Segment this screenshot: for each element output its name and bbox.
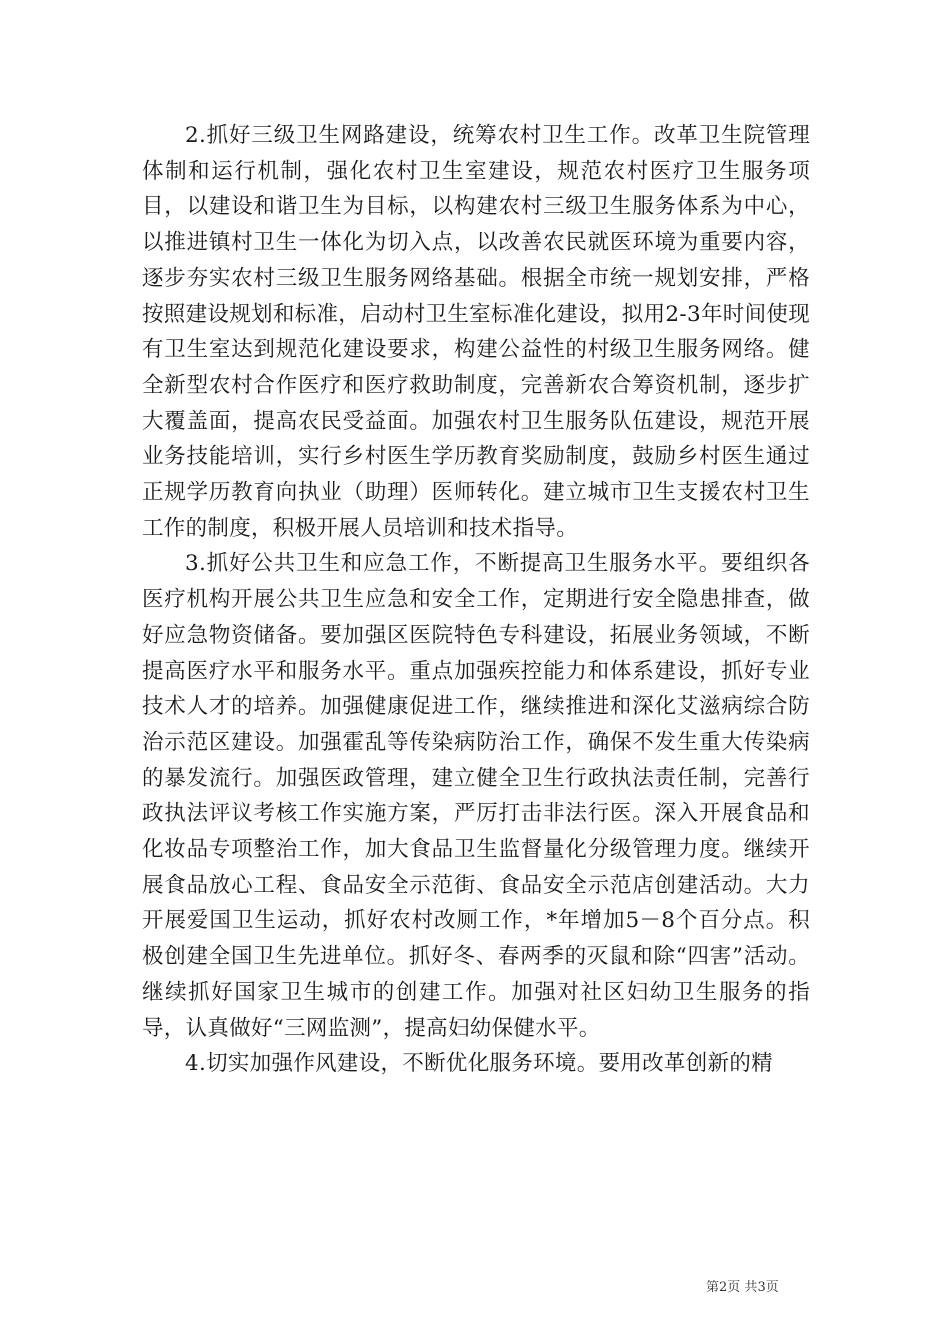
paragraph-item-4: 4.切实加强作风建设，不断优化服务环境。要用改革创新的精 <box>185 1051 773 1077</box>
document-body <box>142 118 810 1082</box>
footer-prefix: 第 <box>706 1280 720 1295</box>
footer-suffix: 页 <box>765 1280 779 1295</box>
paragraph-item-3: 3.抓好公共卫生和应急工作，不断提高卫生服务水平。要组织各医疗机构开展公共卫生应急和安全工作，定期进行安全隐患排查，做好应急物资储备。要加强区医院特色专科建设，拓展业务领域，不断提高医疗水平和服务水平。重点加强疾控能力和体系建设，抓好专业技术人才的培养。加强健康促进工作，继续推进和深化艾滋病综合防治示范区建设。加强霍乱等传染病防治工作，确保不发生重大传染病的暴发流行。加强医政管理，建立健全卫生行政执法责任制，完善行政执法评议考核工作实施方案，严厉打击非法行医。深入开展食品和化妆品专项整治工作，加大食品卫生监督量化分级管理力度。继续开展食品放心工程、食品安全示范街、食品安全示范店创建活动。大力开展爱国卫生运动，抓好农村改厕工作，*年增加5－8个百分点。积极创建全国卫生先进单位。抓好冬、春两季的灭鼠和除“四害”活动。继续抓好国家卫生城市的创建工作。加强对社区妇幼卫生服务的指导，认真做好“三网监测”，提高妇幼保健水平。 <box>142 551 810 1041</box>
footer-middle: 页 共 <box>727 1280 758 1295</box>
footer-current-page: 2 <box>719 1280 728 1295</box>
page-number-footer <box>706 1276 779 1295</box>
footer-total-pages: 3 <box>757 1280 766 1295</box>
paragraph-item-2: 2.抓好三级卫生网路建设，统筹农村卫生工作。改革卫生院管理体制和运行机制，强化农村卫生室建设，规范农村医疗卫生服务项目，以建设和谐卫生为目标，以构建农村三级卫生服务体系为中心，以推进镇村卫生一体化为切入点，以改善农民就医环境为重要内容，逐步夯实农村三级卫生服务网络基础。根据全市统一规划安排，严格按照建设规划和标准，启动村卫生室标准化建设，拟用2-3年时间使现有卫生室达到规范化建设要求，构建公益性的村级卫生服务网络。健全新型农村合作医疗和医疗救助制度，完善新农合筹资机制，逐步扩大覆盖面，提高农民受益面。加强农村卫生服务队伍建设，规范开展业务技能培训，实行乡村医生学历教育奖励制度，鼓励乡村医生通过正规学历教育向执业（助理）医师转化。建立城市卫生支援农村卫生工作的制度，积极开展人员培训和技术指导。 <box>142 123 810 541</box>
